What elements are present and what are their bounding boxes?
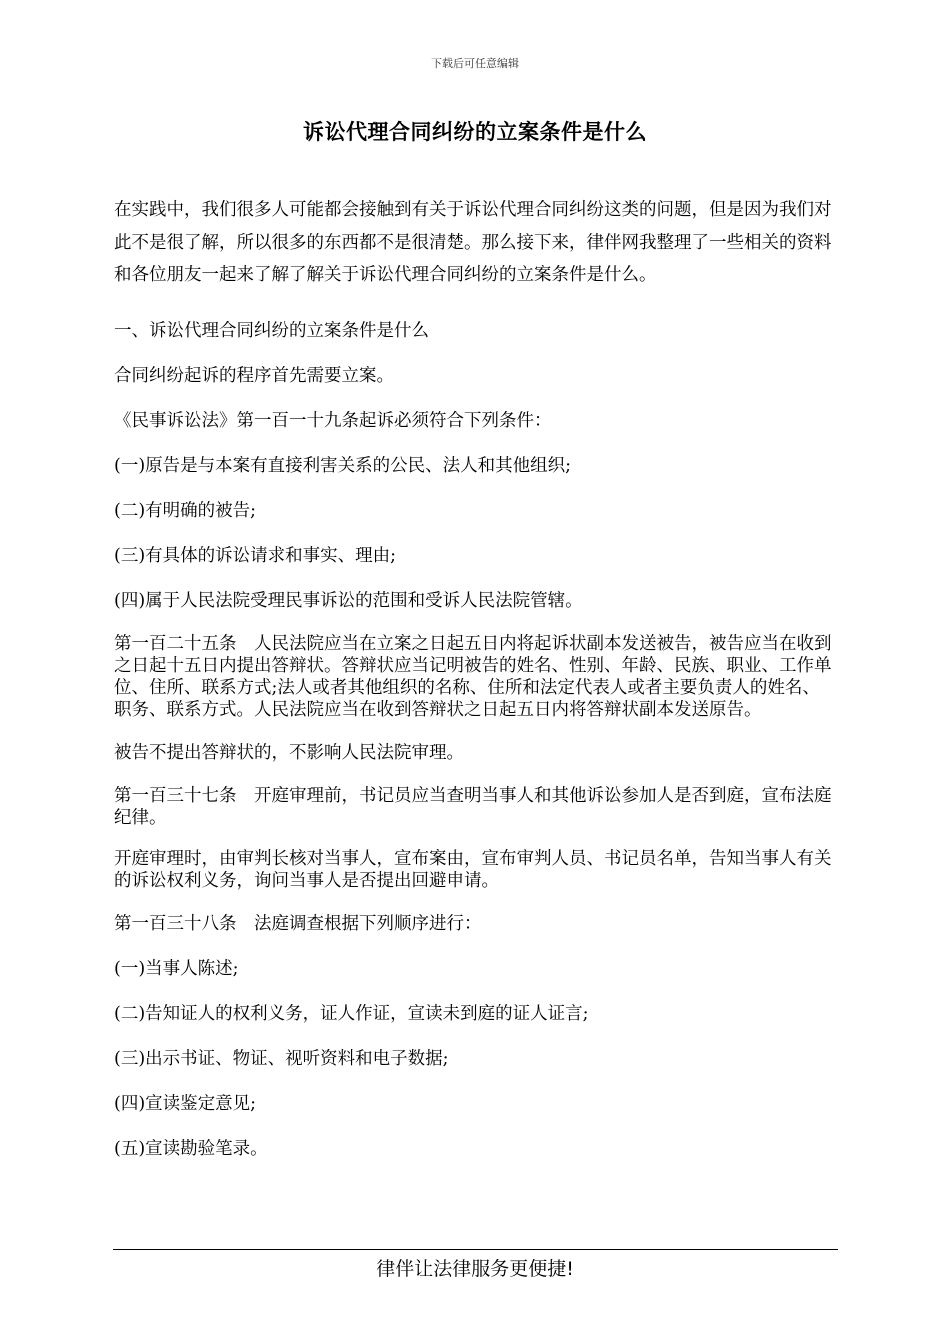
document-title: 诉讼代理合同纠纷的立案条件是什么 bbox=[303, 120, 647, 144]
list-item: (二)有明确的被告; bbox=[114, 500, 257, 521]
paragraph: 合同纠纷起诉的程序首先需要立案。 bbox=[114, 365, 394, 386]
intro-paragraph: 在实践中，我们很多人可能都会接触到有关于诉讼代理合同纠纷这类的问题，但是因为我们对此不是很了解，所以很多的东西都不是很清楚。那么接下来，律伴网我整理了一些相关的资料和各位朋友一起来了解了解关于诉讼代理合同纠纷的立案条件是什么。 bbox=[114, 200, 832, 285]
list-item: (一)当事人陈述; bbox=[114, 958, 239, 979]
list-item: (三)有具体的诉讼请求和事实、理由; bbox=[114, 545, 397, 566]
list-item: (五)宣读勘验笔录。 bbox=[114, 1138, 268, 1159]
section-heading: 一、诉讼代理合同纠纷的立案条件是什么 bbox=[114, 320, 429, 341]
list-item: (一)原告是与本案有直接利害关系的公民、法人和其他组织; bbox=[114, 455, 572, 476]
list-item: (三)出示书证、物证、视听资料和电子数据; bbox=[114, 1048, 449, 1069]
document-body bbox=[114, 194, 836, 1181]
article-paragraph: 第一百三十七条 开庭审理前，书记员应当查明当事人和其他诉讼参加人是否到庭，宣布法庭纪律。 bbox=[114, 785, 832, 828]
footer-slogan: 律伴让法律服务更便捷! bbox=[376, 1258, 574, 1280]
header-note: 下载后可任意编辑 bbox=[431, 57, 519, 70]
list-item: (四)属于人民法院受理民事诉讼的范围和受诉人民法院管辖。 bbox=[114, 590, 583, 611]
list-item: (四)宣读鉴定意见; bbox=[114, 1093, 257, 1114]
paragraph: 开庭审理时，由审判长核对当事人，宣布案由，宣布审判人员、书记员名单，告知当事人有关的诉讼权利义务，询问当事人是否提出回避申请。 bbox=[114, 848, 832, 891]
footer-divider bbox=[113, 1249, 838, 1250]
article-paragraph: 第一百二十五条 人民法院应当在立案之日起五日内将起诉状副本发送被告，被告应当在收到之日起十五日内提出答辩状。答辩状应当记明被告的姓名、性别、年龄、民族、职业、工作单位、住所、联系方式;法人或者其他组织的名称、住所和法定代表人或者主要负责人的姓名、职务、联系方式。人民法院应当在收到答辩状之日起五日内将答辩状副本发送原告。 bbox=[114, 633, 832, 720]
paragraph: 《民事诉讼法》第一百一十九条起诉必须符合下列条件： bbox=[114, 410, 552, 431]
article-paragraph: 第一百三十八条 法庭调查根据下列顺序进行： bbox=[114, 913, 482, 934]
paragraph: 被告不提出答辩状的，不影响人民法院审理。 bbox=[114, 742, 464, 763]
list-item: (二)告知证人的权利义务，证人作证，宣读未到庭的证人证言; bbox=[114, 1003, 589, 1024]
